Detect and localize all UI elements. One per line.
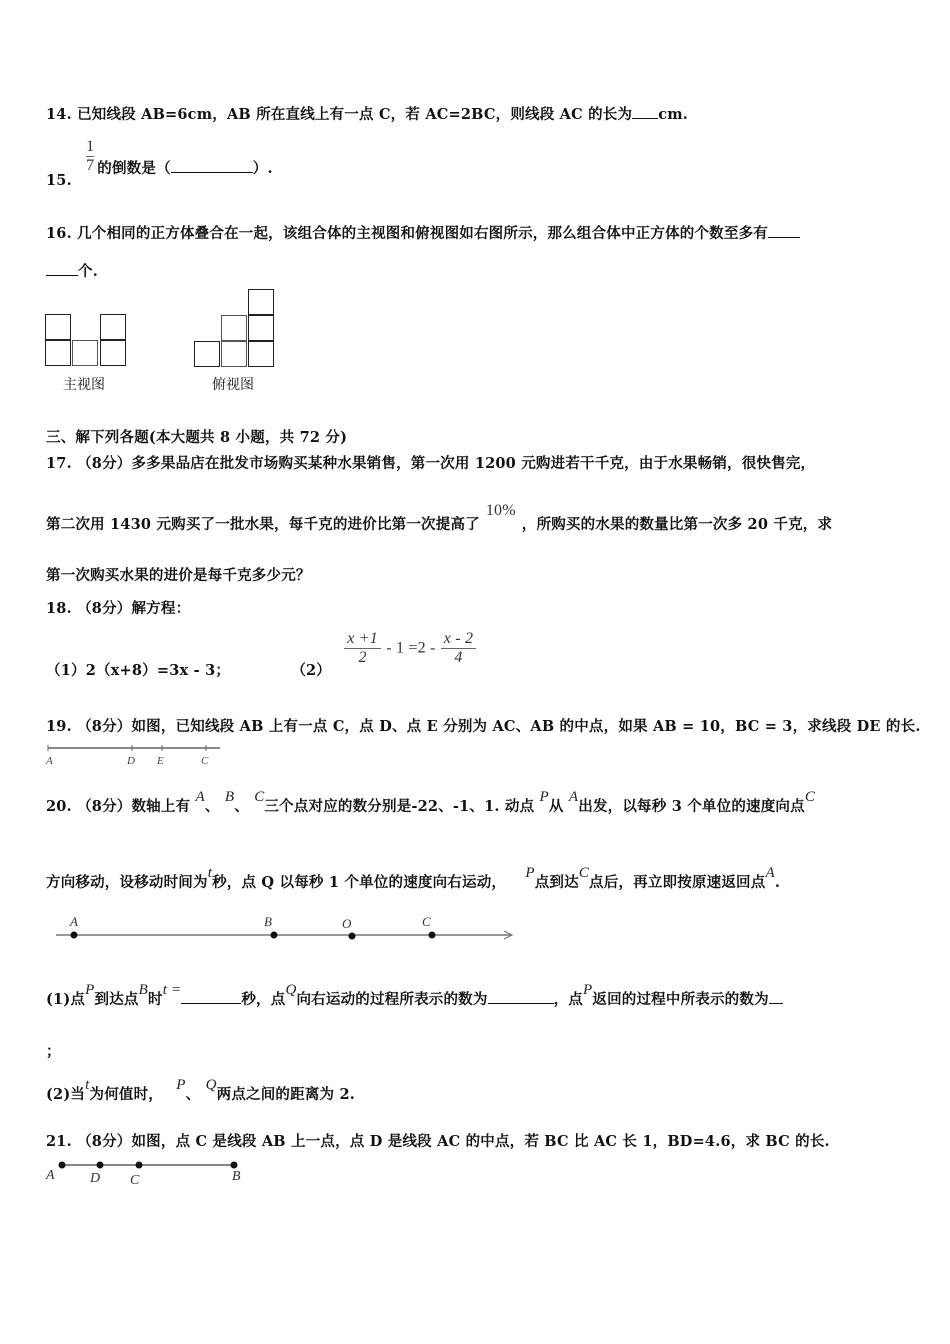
q14-unit: cm.: [658, 106, 689, 123]
q21-score: （8分）: [77, 1133, 132, 1150]
top-view-label: 俯视图: [212, 377, 254, 393]
q14-text: 已知线段 AB=6cm，AB 所在直线上有一点 C，若 AC=2BC，则线段 AC 的长为: [77, 106, 633, 123]
svg-text:C: C: [422, 914, 431, 929]
q20-number-line: [52, 912, 522, 944]
question-17-line2: 第二次用 1430 元购买了一批水果，每千克的进价比第一次提高了10%，所购买的水果的数量比第一次多 20 千克，求: [46, 502, 833, 533]
q19-segment-figure: [44, 742, 224, 768]
question-20-part1: (1)点P到达点B时t =秒，点Q向右运动的过程所表示的数为 ，点P返回的过程中所表示的数为: [46, 988, 783, 1009]
q19-number: 19.: [46, 718, 72, 735]
q15-number: 15.: [46, 171, 72, 189]
question-14: [46, 103, 688, 124]
q15-answer-blank[interactable]: [171, 171, 253, 173]
question-20-part2: (2)当t为何值时， P、 Q两点之间的距离为 2.: [46, 1077, 356, 1103]
q21-segment-figure: [44, 1158, 254, 1190]
q18-title: 解方程：: [131, 600, 191, 617]
question-16-line1: [46, 222, 800, 243]
svg-text:D: D: [127, 755, 135, 767]
svg-text:A: A: [70, 914, 78, 929]
q16-answer-blank-cont[interactable]: [46, 274, 78, 276]
svg-text:C: C: [130, 1173, 140, 1188]
q17-percent: 10%: [485, 502, 516, 519]
q19-score: （8分）: [77, 718, 132, 735]
q17-text: 多多果品店在批发市场购买某种水果销售，第一次用 1200 元购进若干千克，由于水果畅销，很快售完，: [131, 455, 816, 472]
q15-text: 的倒数是（ ）.: [97, 159, 273, 177]
q21-text: 如图，点 C 是线段 AB 上一点，点 D 是线段 AC 的中点，若 BC 比 AC 长 1，BD=4.6，求 BC 的长.: [131, 1133, 830, 1150]
q15-frac-num: 1: [86, 138, 95, 155]
q18-frac2: $\frac{x - 2}{4}$: [441, 630, 476, 667]
svg-text:C: C: [201, 755, 209, 767]
q20-number: 20.: [46, 798, 72, 815]
q17-score: （8分）: [77, 455, 132, 472]
q14-number: 14.: [46, 106, 72, 123]
q14-answer-blank[interactable]: [632, 117, 658, 119]
q20-blank-p[interactable]: [769, 1002, 783, 1004]
q16-answer-blank[interactable]: [768, 236, 800, 238]
question-19: [46, 715, 921, 736]
question-20-part1-end: ；: [46, 1043, 61, 1060]
question-18-title: [46, 597, 190, 618]
svg-text:E: E: [157, 755, 164, 767]
question-17-line3: 第一次购买水果的进价是每千克多少元？: [46, 567, 311, 584]
q16-number: 16.: [46, 225, 72, 242]
q18-number: 18.: [46, 600, 72, 617]
question-15: [46, 138, 273, 189]
q20-score: （8分）: [77, 798, 132, 815]
q20-blank-t[interactable]: [181, 1002, 241, 1004]
section-3-heading: 三、解下列各题(本大题共 8 小题，共 72 分): [46, 429, 348, 446]
question-16-line2: [46, 260, 98, 281]
q18-mid: - 1 =2 -: [386, 639, 436, 657]
q18-frac1: $\frac{x +1}{2}$: [344, 630, 381, 667]
q19-text: 如图，已知线段 AB 上有一点 C，点 D、点 E 分别为 AC、AB 的中点，如果 AB = 10，BC = 3，求线段 DE 的长.: [131, 718, 921, 735]
q15-fraction: [83, 138, 97, 175]
svg-text:D: D: [90, 1171, 101, 1186]
q18-part1: （1）2（x+8）=3x - 3；: [46, 661, 231, 679]
q18-score: （8分）: [77, 600, 132, 617]
svg-text:A: A: [46, 755, 53, 767]
question-20-line1: 20. （8分）数轴上有 A、 B、 C三个点对应的数分别是-22、-1、1. 动点 P从 A出发，以每秒 3 个单位的速度向点C: [46, 789, 816, 815]
question-21: [46, 1130, 830, 1151]
question-17-line1: [46, 452, 815, 473]
q21-number: 21.: [46, 1133, 72, 1150]
question-18-parts: [46, 630, 476, 679]
q17-number: 17.: [46, 455, 72, 472]
q20-blank-q[interactable]: [488, 1002, 554, 1004]
question-20-line2: 方向移动，设移动时间为t秒，点 Q 以每秒 1 个单位的速度向右运动， P点到达C点后，再立即按原速返回点A.: [46, 865, 781, 891]
q16-text: 几个相同的正方体叠合在一起，该组合体的主视图和俯视图如右图所示，那么组合体中正方体的个数至多有: [77, 225, 768, 242]
front-view-label: 主视图: [63, 377, 105, 393]
svg-text:B: B: [264, 914, 272, 929]
q15-frac-den: 7: [86, 157, 95, 174]
q18-part2-label: （2）: [291, 661, 332, 679]
svg-text:A: A: [46, 1168, 55, 1183]
svg-text:B: B: [232, 1169, 241, 1184]
q16-text-end: 个.: [78, 263, 98, 280]
svg-text:O: O: [342, 916, 352, 931]
